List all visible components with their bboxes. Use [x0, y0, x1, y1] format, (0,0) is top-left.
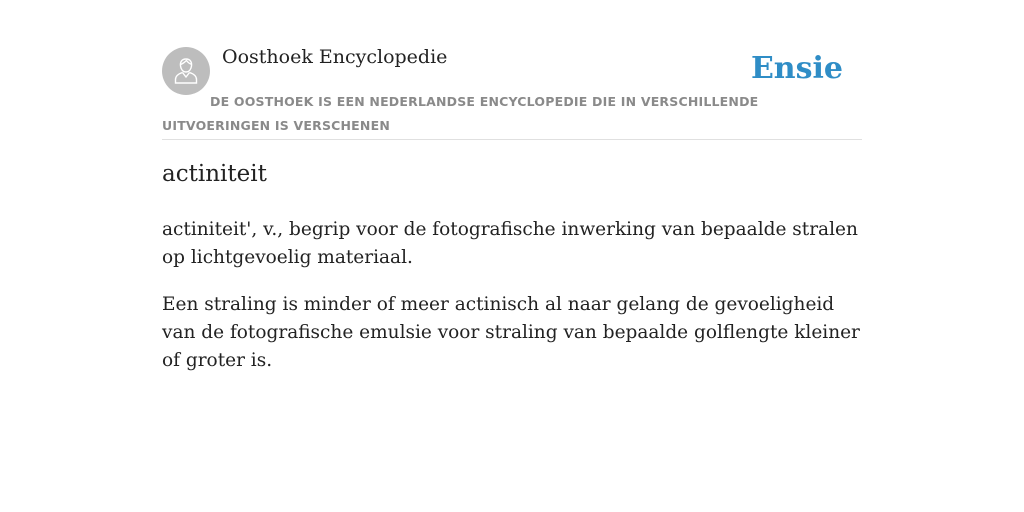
page-container [162, 0, 862, 371]
page-title: actiniteit [162, 161, 267, 187]
avatar[interactable] [162, 47, 210, 95]
site-tagline: DE OOSTHOEK IS EEN NEDERLANDSE ENCYCLOPEDIE DIE IN VERSCHILLENDE UITVOERINGEN IS VERSCHENEN [162, 94, 759, 133]
site-header [162, 0, 862, 140]
article-paragraph-2: Een straling is minder of meer actinisch al naar gelang de gevoeligheid van de fotografische emulsie voor straling van bepaalde golflengte kleiner of groter is. [162, 294, 860, 371]
brand-logo-link[interactable]: Ensie [750, 51, 843, 86]
user-icon [174, 57, 198, 85]
article-paragraph-1: actiniteit', v., begrip voor de fotografische inwerking van bepaalde stralen op lichtgevoelig materiaal. [162, 219, 858, 268]
site-name[interactable]: Oosthoek Encyclopedie [222, 46, 448, 68]
